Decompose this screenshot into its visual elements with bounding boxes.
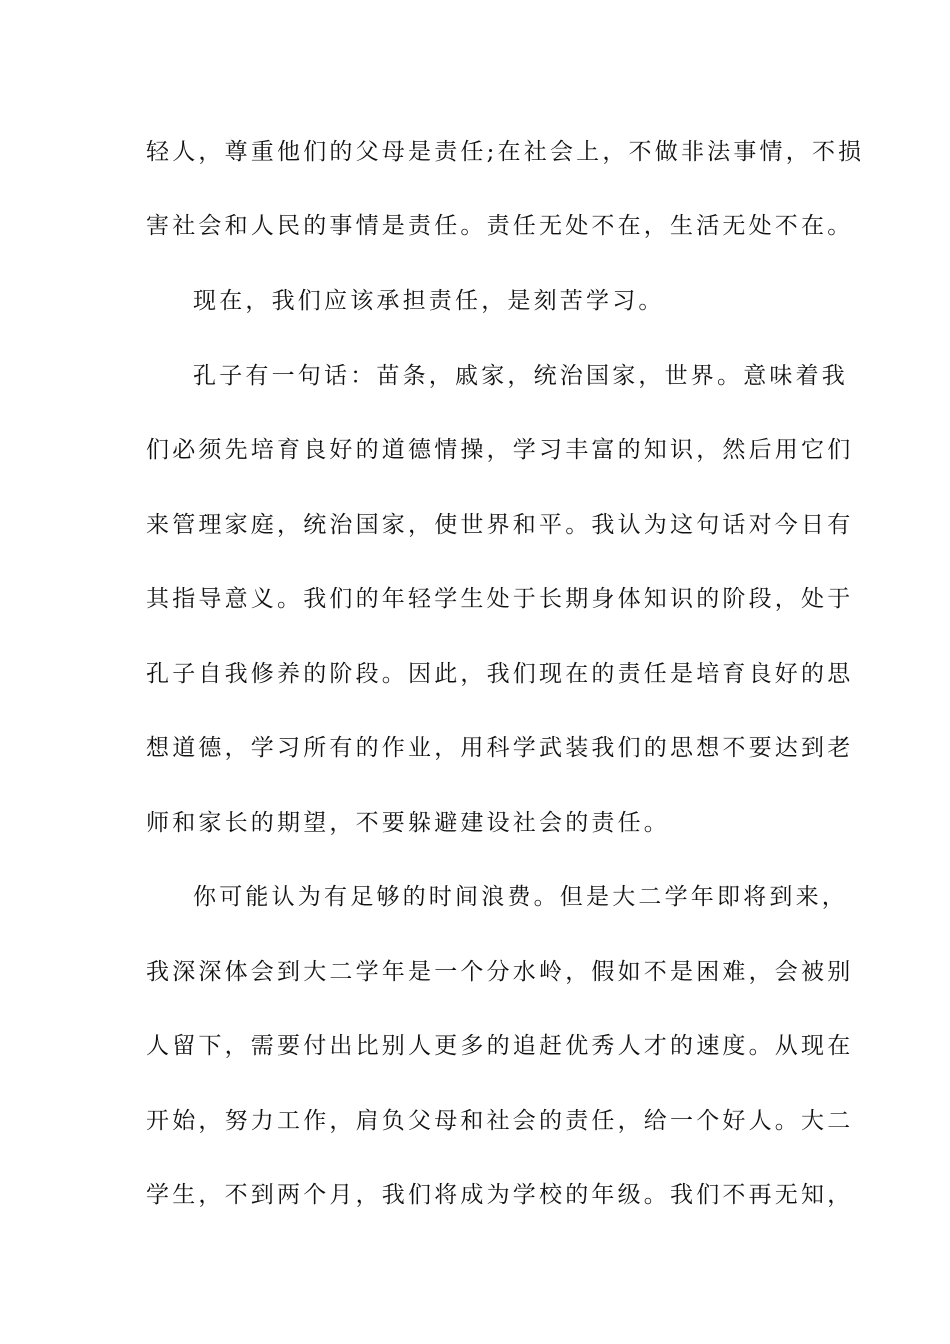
text-line-13: 人留下，需要付出比别人更多的追赶优秀人才的速度。从现在 [146, 1033, 854, 1059]
paragraph-line-4: 孔子有一句话：苗条，戚家，统治国家，世界。意味着我 [193, 363, 848, 389]
text-line-5: 们必须先培育良好的道德情操，学习丰富的知识，然后用它们 [146, 437, 854, 463]
text-line-7: 其指导意义。我们的年轻学生处于长期身体知识的阶段，处于 [146, 586, 854, 612]
text-line-8: 孔子自我修养的阶段。因此，我们现在的责任是培育良好的思 [146, 661, 854, 687]
paragraph-line-3: 现在，我们应该承担责任，是刻苦学习。 [193, 288, 665, 314]
text-line-6: 来管理家庭，统治国家，使世界和平。我认为这句话对今日有 [146, 512, 854, 538]
text-line-14: 开始，努力工作，肩负父母和社会的责任，给一个好人。大二 [146, 1108, 854, 1134]
paragraph-line-11: 你可能认为有足够的时间浪费。但是大二学年即将到来， [193, 884, 848, 910]
text-line-2: 害社会和人民的事情是责任。责任无处不在，生活无处不在。 [146, 213, 854, 239]
text-line-10: 师和家长的期望，不要躲避建设社会的责任。 [146, 810, 670, 836]
text-line-15: 学生，不到两个月，我们将成为学校的年级。我们不再无知， [146, 1182, 854, 1208]
text-line-12: 我深深体会到大二学年是一个分水岭，假如不是困难，会被别 [146, 959, 854, 985]
text-line-9: 想道德，学习所有的作业，用科学武装我们的思想不要达到老 [146, 735, 854, 761]
text-line-1: 轻人，尊重他们的父母是责任;在社会上，不做非法事情，不损 [146, 139, 865, 165]
